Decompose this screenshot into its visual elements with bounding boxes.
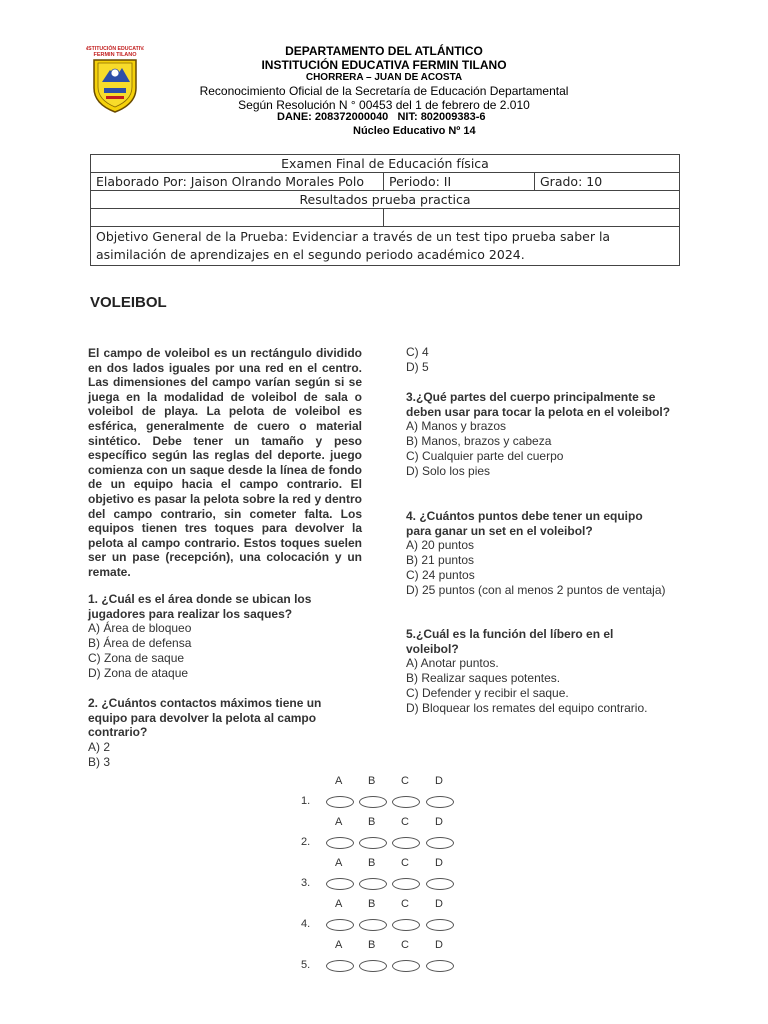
question-5-option-d: D) Bloquear los remates del equipo contrario. <box>406 700 648 715</box>
question-2 <box>88 696 348 770</box>
question-3-option-b: B) Manos, brazos y cabeza <box>406 434 552 449</box>
question-2-option-b: B) 3 <box>88 754 111 769</box>
intro-paragraph: El campo de voleibol es un rectángulo dividido en dos lados iguales por una red en el centro. Las dimensiones del campo varían según si se juega en la modalidad de voleibol de sala o voleibol de playa. La pelota de voleibol es esférica, generalmente de cuero o material sintético. Debe tener un tamaño y peso específico según las reglas del deporte. juego comienza con un saque desde la línea de fondo de un equipo hacia el campo contrario. El objetivo es pasar la pelota sobre la red y dentro del campo contrario, sin cometer falta. Los equipos tienen tres toques para devolver la pelota al campo contrario. Estos toques suelen ser un pase (recepción), una colocación y un remate. <box>88 346 362 579</box>
question-4-option-b: B) 21 puntos <box>406 553 475 568</box>
resolution-line: Según Resolución N ° 00453 del 1 de febrero de 2.010 <box>238 98 530 112</box>
answer-bubble-4-a[interactable] <box>326 919 354 931</box>
question-3-text: ¿Qué partes del cuerpo principalmente se deben usar para tocar la pelota en el voleibol? <box>406 390 671 419</box>
objective-cell: Objetivo General de la Prueba: Evidenciar a través de un test tipo prueba saber la asimilación de aprendizajes en el segundo periodo académico 2024. <box>91 227 680 266</box>
question-5-prompt <box>406 627 646 656</box>
answer-letter-c: C <box>401 898 409 910</box>
location-line: CHORRERA – JUAN DE ACOSTA <box>305 72 463 83</box>
question-5 <box>406 627 696 715</box>
answer-bubble-4-c[interactable] <box>392 919 420 931</box>
answer-bubble-1-c[interactable] <box>392 796 420 808</box>
question-2-option-a: A) 2 <box>88 740 111 755</box>
question-3-number: 3. <box>406 390 417 404</box>
recognition-line: Reconocimiento Oficial de la Secretaría de Educación Departamental <box>199 84 569 98</box>
question-5-option-b: B) Realizar saques potentes. <box>406 671 561 686</box>
answer-bubble-4-d[interactable] <box>426 919 454 931</box>
answer-bubble-1-b[interactable] <box>359 796 387 808</box>
answer-letter-b: B <box>368 898 376 910</box>
answer-bubble-2-b[interactable] <box>359 837 387 849</box>
answer-letter-b: B <box>368 857 376 869</box>
question-4-text: ¿Cuántos puntos debe tener un equipo para ganar un set en el voleibol? <box>406 509 643 538</box>
question-1-option-d: D) Zona de ataque <box>88 665 189 680</box>
question-1-option-c: C) Zona de saque <box>88 650 185 665</box>
question-2-option-d: D) 5 <box>406 359 429 374</box>
answer-bubble-5-c[interactable] <box>392 960 420 972</box>
question-5-text: ¿Cuál es la función del líbero en el voleibol? <box>406 627 614 656</box>
question-2-text: ¿Cuántos contactos máximos tiene un equipo para devolver la pelota al campo contrario? <box>88 696 322 740</box>
answer-letter-c: C <box>401 939 409 951</box>
answer-letter-d: D <box>435 857 443 869</box>
section-title: VOLEIBOL <box>90 294 167 311</box>
answer-bubble-1-a[interactable] <box>326 796 354 808</box>
author-cell: Elaborado Por: Jaison Olrando Morales Polo <box>91 173 384 191</box>
school-logo <box>86 44 144 114</box>
empty-cell-right <box>384 209 680 227</box>
answer-bubble-4-b[interactable] <box>359 919 387 931</box>
answer-bubble-3-b[interactable] <box>359 878 387 890</box>
answer-bubble-5-b[interactable] <box>359 960 387 972</box>
question-4-option-d: D) 25 puntos (con al menos 2 puntos de ventaja) <box>406 582 666 597</box>
answer-row-number: 2. <box>301 836 311 848</box>
answer-row-number: 1. <box>301 795 311 807</box>
nucleo-line: Núcleo Educativo Nº 14 <box>353 125 476 137</box>
question-1-prompt <box>88 592 358 621</box>
answer-letter-d: D <box>435 939 443 951</box>
question-1-option-a: A) Área de bloqueo <box>88 621 192 636</box>
logo-text-bottom: FERMIN TILANO <box>93 52 137 58</box>
question-3-option-a: A) Manos y brazos <box>406 419 507 434</box>
logo-text-top: INSTITUCIÓN EDUCATIVA <box>86 46 144 52</box>
question-5-number: 5. <box>406 627 417 641</box>
empty-cell-left <box>91 209 384 227</box>
question-3 <box>406 390 674 478</box>
answer-letter-c: C <box>401 816 409 828</box>
exam-title: Examen Final de Educación física <box>91 155 680 173</box>
answer-letter-a: A <box>335 939 343 951</box>
question-3-option-d: D) Solo los pies <box>406 463 491 478</box>
question-4-option-a: A) 20 puntos <box>406 538 475 553</box>
question-1 <box>88 592 358 680</box>
question-5-option-c: C) Defender y recibir el saque. <box>406 685 569 700</box>
results-cell: Resultados prueba practica <box>91 191 680 209</box>
exam-info-table <box>90 154 680 266</box>
question-4-option-c: C) 24 puntos <box>406 567 475 582</box>
answer-letter-b: B <box>368 775 376 787</box>
question-1-option-b: B) Área de defensa <box>88 636 192 651</box>
question-3-option-c: C) Cualquier parte del cuerpo <box>406 448 564 463</box>
answer-letter-c: C <box>401 857 409 869</box>
answer-letter-a: A <box>335 898 343 910</box>
question-1-number: 1. <box>88 592 99 606</box>
question-4 <box>406 509 696 597</box>
answer-letter-d: D <box>435 775 443 787</box>
answer-letter-b: B <box>368 816 376 828</box>
question-1-text: ¿Cuál es el área donde se ubican los jugadores para realizar los saques? <box>88 592 312 621</box>
answer-bubble-3-a[interactable] <box>326 878 354 890</box>
question-2-prompt <box>88 696 348 740</box>
question-2-option-c: C) 4 <box>406 345 429 359</box>
dane-nit-line: DANE: 208372000040 NIT: 802009383-6 <box>277 111 486 123</box>
question-5-option-a: A) Anotar puntos. <box>406 656 499 671</box>
answer-letter-a: A <box>335 775 343 787</box>
question-4-prompt <box>406 509 661 538</box>
department-title: DEPARTAMENTO DEL ATLÁNTICO <box>285 44 483 58</box>
answer-letter-a: A <box>335 857 343 869</box>
grade-cell: Grado: 10 <box>535 173 680 191</box>
answer-bubble-5-a[interactable] <box>326 960 354 972</box>
answer-bubble-2-a[interactable] <box>326 837 354 849</box>
question-4-number: 4. <box>406 509 417 523</box>
question-2-number: 2. <box>88 696 99 710</box>
period-cell: Periodo: II <box>384 173 535 191</box>
question-3-prompt <box>406 390 674 419</box>
answer-row-number: 5. <box>301 959 311 971</box>
answer-bubble-5-d[interactable] <box>426 960 454 972</box>
answer-row-number: 3. <box>301 877 311 889</box>
answer-bubble-3-c[interactable] <box>392 878 420 890</box>
institution-title: INSTITUCIÓN EDUCATIVA FERMIN TILANO <box>261 58 507 72</box>
answer-bubble-2-d[interactable] <box>426 837 454 849</box>
answer-bubble-3-d[interactable] <box>426 878 454 890</box>
answer-bubble-2-c[interactable] <box>392 837 420 849</box>
answer-letter-d: D <box>435 898 443 910</box>
answer-bubble-1-d[interactable] <box>426 796 454 808</box>
answer-letter-d: D <box>435 816 443 828</box>
answer-letter-b: B <box>368 939 376 951</box>
question-2-continued <box>406 345 706 374</box>
answer-row-number: 4. <box>301 918 311 930</box>
answer-letter-a: A <box>335 816 343 828</box>
answer-letter-c: C <box>401 775 409 787</box>
